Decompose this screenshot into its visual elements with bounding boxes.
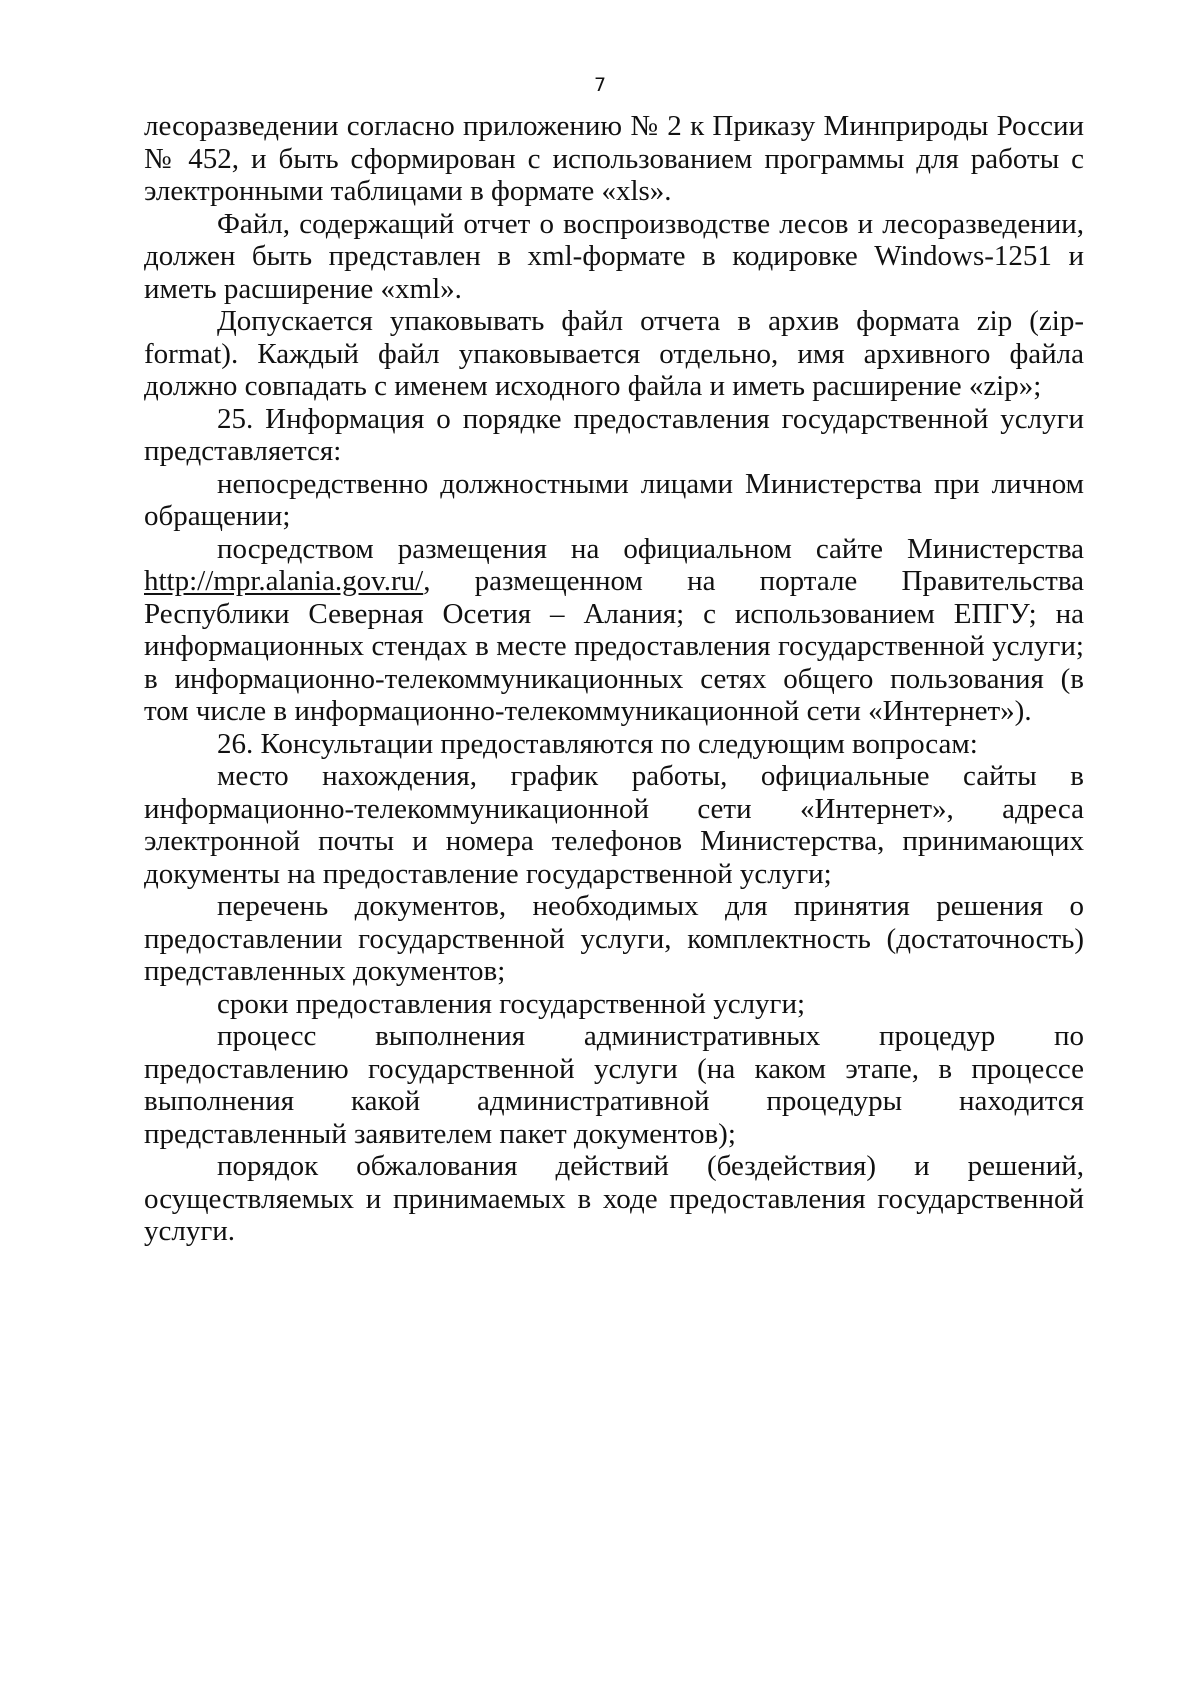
paragraph-procedure-process: процесс выполнения административных процедур по предоставлению государственной услуги (на каком этапе, в процессе выполнения какой административной процедуры находится представленный заявителем пакет документов); (144, 1020, 1084, 1150)
paragraph-location-schedule: место нахождения, график работы, официальные сайты в информационно-телекоммуникационной сети «Интернет», адреса электронной почты и номера телефонов Министерства, принимающих документы на предоставление государственной услуги; (144, 760, 1084, 890)
paragraph-continuation: лесоразведении согласно приложению № 2 к Приказу Минприроды России № 452, и быть сформирован с использованием программы для работы с электронными таблицами в формате «xls». (144, 110, 1084, 207)
paragraph-official-site (144, 533, 1084, 728)
paragraph-item-25: 25. Информация о порядке предоставления государственной услуги представляется: (144, 402, 1084, 467)
page-number: 7 (593, 74, 607, 96)
paragraph-file-format: Файл, содержащий отчет о воспроизводстве лесов и лесоразведении, должен быть представлен в xml-формате в кодировке Windows-1251 и иметь расширение «xml». (144, 207, 1084, 305)
paragraph-deadlines: сроки предоставления государственной услуги; (217, 987, 806, 1020)
paragraph-item-26: 26. Консультации предоставляются по следующим вопросам: (217, 727, 978, 760)
paragraph-documents-list: перечень документов, необходимых для принятия решения о предоставлении государственной услуги, комплектность (достаточность) представленных документов; (144, 890, 1084, 987)
ministry-website-link[interactable]: http://mpr.alania.gov.ru/ (144, 565, 424, 597)
paragraph-zip-archive: Допускается упаковывать файл отчета в архив формата zip (zip-format). Каждый файл упаковывается отдельно, имя архивного файла должно совпадать с именем исходного файла и иметь расширение «zip»; (144, 305, 1084, 402)
document-body (144, 110, 1084, 1248)
paragraph-appeal-procedure: порядок обжалования действий (бездействия) и решений, осуществляемых и принимаемых в ходе предоставления государственной услуги. (144, 1150, 1084, 1247)
official-site-text-after: , размещенном на портале Правительства Республики Северная Осетия – Алания; с использованием ЕПГУ; на информационных стендах в месте предоставления государственной услуги; в информационно-телекоммуникационных сетях общего пользования (в том числе в информационно-телекоммуникационной сети «Интернет»). (144, 565, 1084, 727)
official-site-text-before: посредством размещения на официальном сайте Министерства (217, 532, 1084, 565)
paragraph-in-person: непосредственно должностными лицами Министерства при личном обращении; (144, 467, 1084, 532)
